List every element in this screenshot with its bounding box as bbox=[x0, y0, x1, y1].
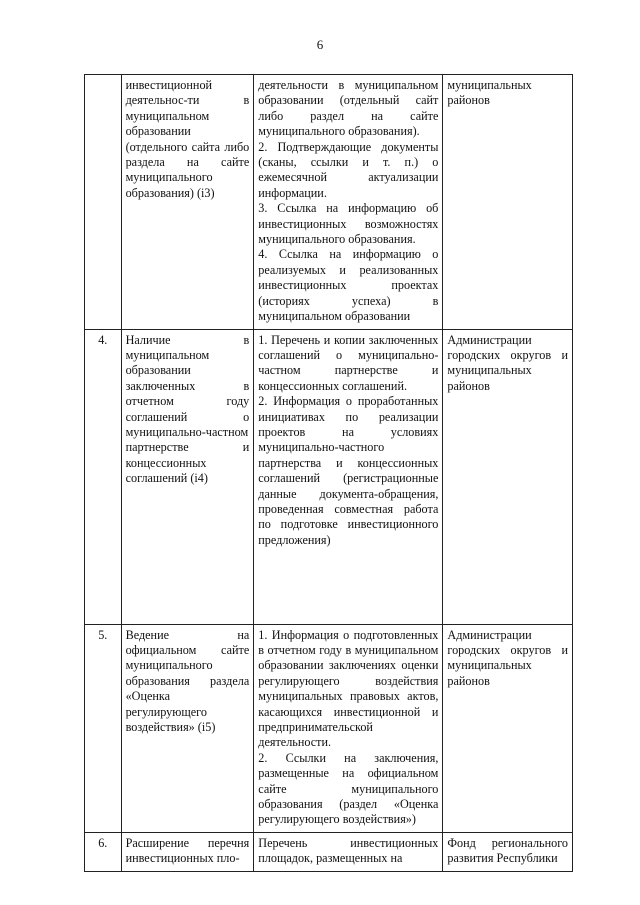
supporting-documents bbox=[254, 329, 443, 624]
responsible-party: Администрации городских округов и муниципальных районов bbox=[443, 329, 573, 624]
row-number: 4. bbox=[85, 329, 122, 624]
table-row bbox=[85, 832, 573, 871]
table-row bbox=[85, 75, 573, 330]
document-item: 2. Ссылки на заключения, размещенные на официальном сайте муниципального образования (раздел «Оценка регулирующего воздействия») bbox=[258, 750, 439, 827]
responsible-party: муниципальных районов bbox=[443, 75, 573, 330]
indicator-name: инвестиционной деятельнос-ти в муниципальном образовании (отдельного сайта либо раздела на сайте муниципального образования) (i3) bbox=[121, 75, 254, 330]
indicator-name: Наличие в муниципальном образовании заключенных в отчетном году соглашений о муниципально-частном партнерстве и концессионных соглашений (i4) bbox=[121, 329, 254, 624]
document-item: 2. Подтверждающие документы (сканы, ссылки и т. п.) о ежемесячной актуализации информации. bbox=[258, 139, 439, 200]
supporting-documents bbox=[254, 75, 443, 330]
supporting-documents bbox=[254, 832, 443, 871]
document-item: 4. Ссылка на информацию о реализуемых и реализованных инвестиционных проектах (историях успеха) в муниципальном образовании bbox=[258, 247, 439, 324]
row-number bbox=[85, 75, 122, 330]
row-number: 5. bbox=[85, 624, 122, 832]
document-item: Перечень инвестиционных площадок, размещенных на bbox=[258, 835, 439, 866]
responsible-party: Администрации городских округов и муниципальных районов bbox=[443, 624, 573, 832]
page-number: 6 bbox=[316, 37, 324, 52]
row-number: 6. bbox=[85, 832, 122, 871]
document-item: 2. Информация о проработанных инициативах по реализации проектов на условиях муниципально-частного партнерства и концессионных соглашений (регистрационные данные документа-обращения, проведенная совместная работа по подготовке инвестиционного предложения) bbox=[258, 394, 439, 547]
responsible-party: Фонд регионального развития Республики bbox=[443, 832, 573, 871]
document-item: 3. Ссылка на информацию об инвестиционных возможностях муниципального образования. bbox=[258, 201, 439, 247]
document-item: деятельности в муниципальном образовании (отдельный сайт либо раздел на сайте муниципального образования). bbox=[258, 78, 439, 139]
indicator-name: Расширение перечня инвестиционных пло- bbox=[121, 832, 254, 871]
document-item: 1. Перечень и копии заключенных соглашений о муниципально-частном партнерстве и концессионных соглашений. bbox=[258, 332, 439, 393]
supporting-documents bbox=[254, 624, 443, 832]
indicator-name: Ведение на официальном сайте муниципального образования раздела «Оценка регулирующего воздействия» (i5) bbox=[121, 624, 254, 832]
table-row bbox=[85, 329, 573, 624]
table-row bbox=[85, 624, 573, 832]
criteria-table bbox=[84, 74, 573, 872]
document-item: 1. Информация о подготовленных в отчетном году в муниципальном образовании заключениях оценки регулирующего воздействия муниципальных правовых актов, касающихся инвестиционной и предпринимательской деятельности. bbox=[258, 627, 439, 750]
